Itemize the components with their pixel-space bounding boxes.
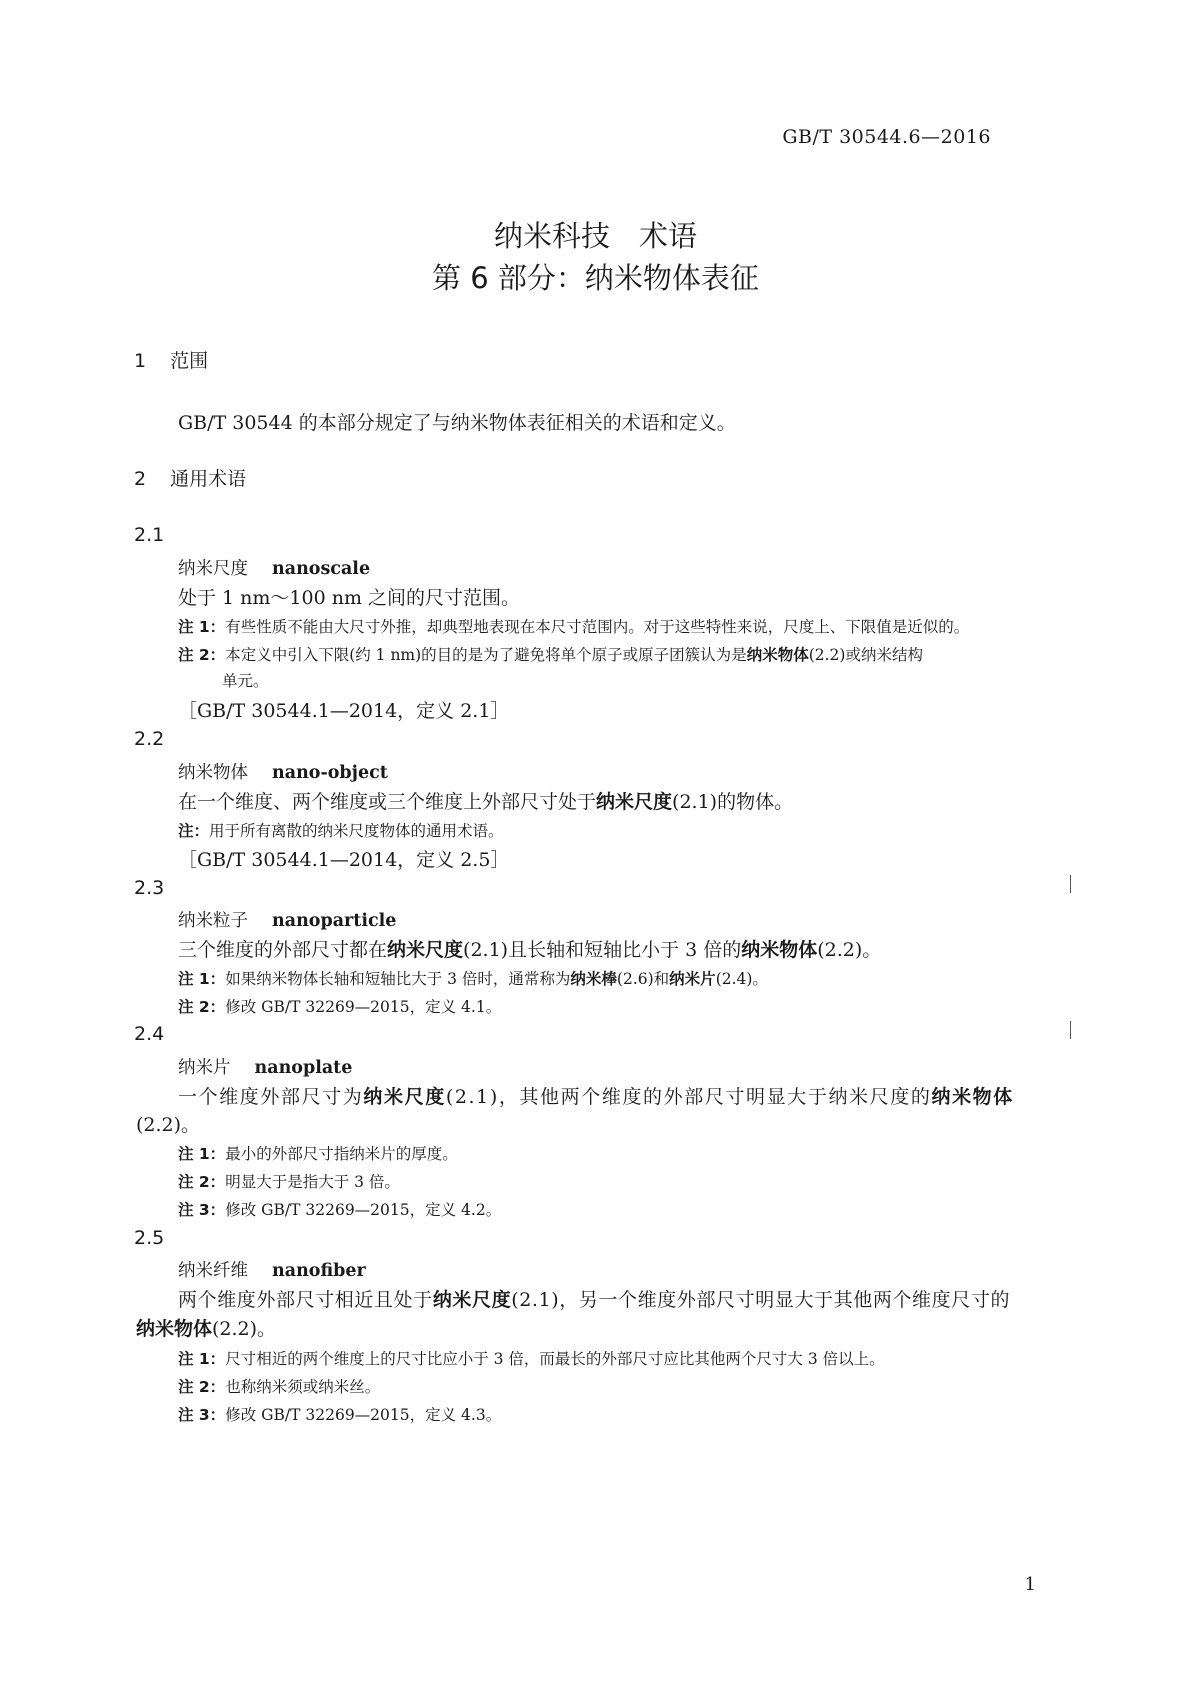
- note: [178, 1375, 380, 1397]
- definition: 处于 1 nm～100 nm 之间的尺寸范围。: [178, 587, 521, 609]
- page-number: 1: [1024, 1574, 1036, 1595]
- note-text: (2.2)或纳米结构: [808, 646, 923, 664]
- section-number: 1: [134, 350, 147, 372]
- section-2-heading: [134, 464, 246, 491]
- definition-text: 在一个维度、两个维度或三个维度上外部尺寸处于: [178, 791, 597, 813]
- cross-reference-term: 纳米物体: [741, 939, 818, 961]
- note: [178, 819, 504, 841]
- note-label: 注：: [178, 822, 210, 840]
- term-line: [178, 759, 388, 784]
- cross-reference-term: 纳米尺度: [363, 1086, 446, 1108]
- note-label: 注 1：: [178, 970, 226, 988]
- term-line: [178, 555, 370, 580]
- note-text: 修改 GB/T 32269—2015，定义 4.2。: [225, 1201, 502, 1219]
- term-zh: 纳米纤维: [178, 1261, 248, 1281]
- cross-reference-term: 纳米尺度: [387, 939, 464, 961]
- term-zh: 纳米物体: [178, 763, 248, 783]
- note-text: 尺寸相近的两个维度上的尺寸比应小于 3 倍，而最长的外部尺寸应比其他两个尺寸大 3 倍以上。: [225, 1350, 885, 1368]
- note-label: 注 2：: [178, 1173, 226, 1191]
- definition-continuation: [136, 1314, 276, 1341]
- term-en: nanofiber: [272, 1261, 366, 1281]
- note-continuation: 单元。: [222, 672, 269, 690]
- section-title: 范围: [170, 350, 209, 372]
- title-line-1: 纳米科技 术语: [493, 219, 697, 253]
- entry-number: 2.5: [134, 1227, 165, 1249]
- note-text: 如果纳米物体长轴和短轴比大于 3 倍时，通常称为: [225, 970, 571, 988]
- note: [178, 995, 501, 1017]
- definition: [178, 935, 881, 962]
- note-text: 明显大于是指大于 3 倍。: [225, 1173, 400, 1191]
- section-title: 通用术语: [170, 468, 247, 490]
- entry-number: 2.4: [134, 1023, 165, 1045]
- note-text: 本定义中引入下限(约 1 nm)的目的是为了避免将单个原子或原子团簇认为是: [225, 646, 747, 664]
- cross-reference-term: 纳米片: [669, 970, 716, 988]
- cross-reference-term: 纳米物体: [136, 1318, 213, 1340]
- definition-text: 两个维度外部尺寸相近且处于: [178, 1289, 433, 1311]
- note: [178, 1198, 501, 1220]
- note-label: 注 2：: [178, 1378, 226, 1396]
- term-en: nano-object: [272, 763, 388, 783]
- definition-text: 三个维度的外部尺寸都在: [178, 939, 388, 961]
- entry-number: 2.2: [134, 728, 165, 750]
- definition-text: (2.2)。: [817, 939, 882, 961]
- note-label: 注 1：: [178, 1145, 226, 1163]
- term-line: [178, 907, 396, 932]
- term-en: nanoscale: [272, 559, 371, 579]
- note: [178, 1170, 400, 1192]
- section-1-heading: [134, 346, 208, 373]
- cross-reference-term: 纳米棒: [570, 970, 617, 988]
- term-zh: 纳米片: [178, 1058, 231, 1078]
- definition-text: (2.1)的物体。: [672, 791, 794, 813]
- cross-reference-term: 纳米尺度: [432, 1289, 512, 1311]
- change-bar: [1070, 875, 1071, 893]
- note-label: 注 2：: [178, 998, 226, 1016]
- note-text: (2.6)和: [616, 970, 670, 988]
- definition-continuation: (2.2)。: [136, 1114, 201, 1136]
- note-text: (2.4)。: [715, 970, 768, 988]
- note: [178, 967, 768, 989]
- definition-text: (2.2)。: [212, 1318, 277, 1340]
- definition-text: (2.1)且长轴和短轴比小于 3 倍的: [463, 939, 742, 961]
- section-number: 2: [134, 468, 147, 490]
- term-en: nanoparticle: [272, 911, 397, 931]
- change-bar: [1070, 1021, 1071, 1039]
- definition: [178, 787, 793, 814]
- note-label: 注 1：: [178, 618, 226, 636]
- definition-text: 一个维度外部尺寸为: [178, 1086, 364, 1108]
- entry-number: 2.1: [134, 524, 165, 546]
- note-text: 也称纳米须或纳米丝。: [225, 1378, 381, 1396]
- note-text: 修改 GB/T 32269—2015，定义 4.1。: [225, 998, 502, 1016]
- term-zh: 纳米尺度: [178, 559, 248, 579]
- note-label: 注 3：: [178, 1406, 226, 1424]
- cross-reference-term: 纳米物体: [931, 1086, 1014, 1108]
- note: [178, 615, 969, 637]
- note-label: 注 1：: [178, 1350, 226, 1368]
- scope-text: GB/T 30544 的本部分规定了与纳米物体表征相关的术语和定义。: [178, 412, 736, 434]
- cross-reference-term: 纳米物体: [746, 646, 809, 664]
- note: [178, 643, 923, 665]
- definition-text: (2.1)，其他两个维度的外部尺寸明显大于纳米尺度的: [445, 1086, 932, 1108]
- note-label: 注 2：: [178, 646, 226, 664]
- note-label: 注 3：: [178, 1201, 226, 1219]
- note: [178, 1142, 458, 1164]
- note-text: 修改 GB/T 32269—2015，定义 4.3。: [225, 1406, 502, 1424]
- cross-reference-term: 纳米尺度: [596, 791, 673, 813]
- standard-code: GB/T 30544.6—2016: [782, 126, 991, 148]
- term-line: [178, 1257, 366, 1282]
- term-line: [178, 1054, 352, 1079]
- definition-text: (2.1)，另一个维度外部尺寸明显大于其他两个维度尺寸的: [511, 1289, 1011, 1311]
- term-en: nanoplate: [254, 1058, 353, 1078]
- definition: [178, 1285, 1010, 1312]
- note-text: 有些性质不能由大尺寸外推，却典型地表现在本尺寸范围内。对于这些特性来说，尺度上、下限值是近似的。: [225, 618, 970, 636]
- note-text: 最小的外部尺寸指纳米片的厚度。: [225, 1145, 458, 1163]
- definition: [178, 1082, 1014, 1109]
- entry-number: 2.3: [134, 877, 165, 899]
- term-zh: 纳米粒子: [178, 911, 248, 931]
- title-line-2: 第 6 部分：纳米物体表征: [432, 261, 759, 295]
- note-text: 用于所有离散的纳米尺度物体的通用术语。: [209, 822, 504, 840]
- source-reference: ［GB/T 30544.1—2014，定义 2.1］: [178, 700, 510, 722]
- note: [178, 1347, 885, 1369]
- note: [178, 1403, 501, 1425]
- source-reference: ［GB/T 30544.1—2014，定义 2.5］: [178, 849, 510, 871]
